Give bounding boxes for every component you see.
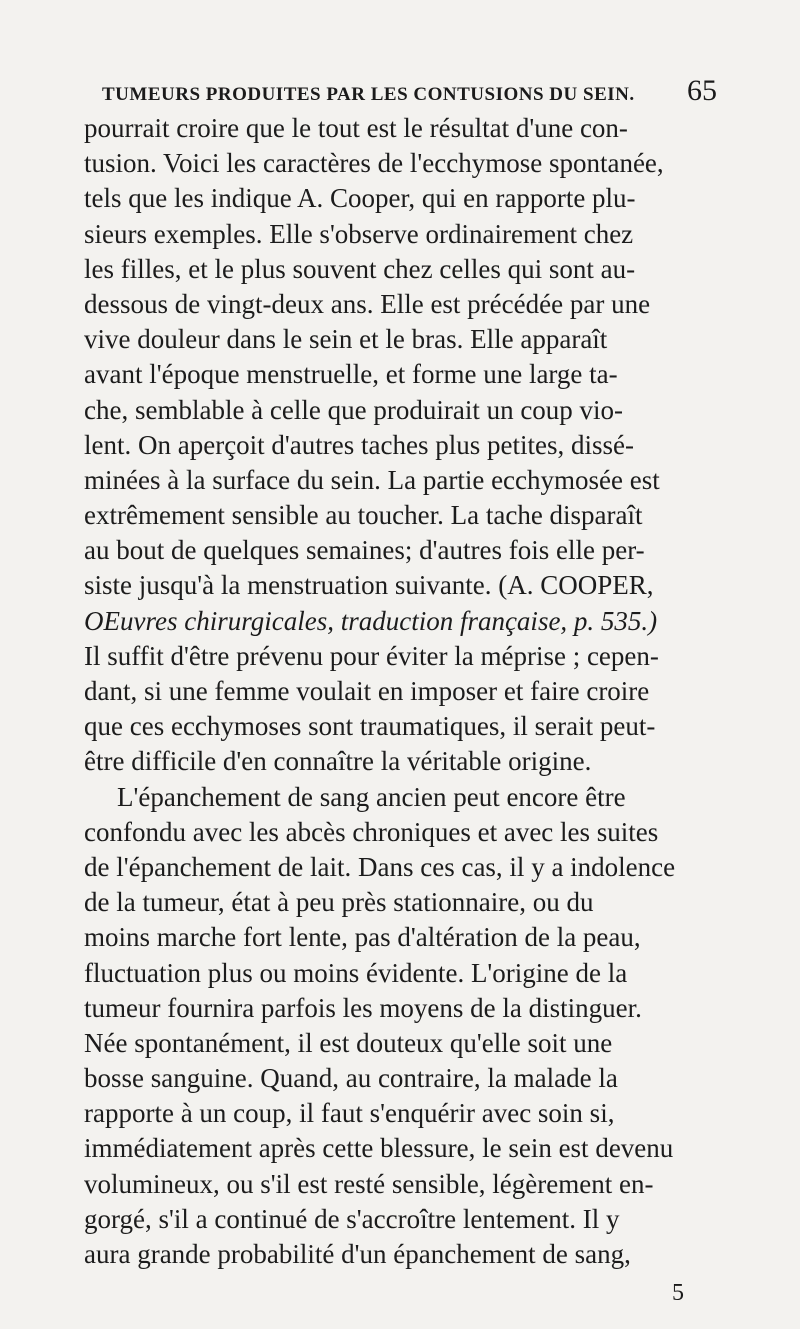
text-line: minées à la surface du sein. La partie ecchymosée est [84,464,660,495]
text-line: tusion. Voici les caractères de l'ecchymose spontanée, [84,148,664,179]
signature-mark: 5 [672,1280,684,1306]
text-line: dessous de vingt-deux ans. Elle est précédée par une [84,288,651,319]
text-line: che, semblable à celle que produirait un coup vio- [84,394,624,425]
text-line: lent. On aperçoit d'autres taches plus petites, dissé- [84,429,634,460]
text-line: bosse sanguine. Quand, au contraire, la malade la [84,1063,618,1094]
text-line-italic-reference: OEuvres chirurgicales, traduction française, p. 535.) [84,605,658,636]
text-line: que ces ecchymoses sont traumatiques, il serait peut- [84,711,656,742]
text-line: volumineux, ou s'il est resté sensible, légèrement en- [84,1168,654,1199]
text-line: immédiatement après cette blessure, le sein est devenu [84,1133,674,1164]
text-line: de la tumeur, état à peu près stationnaire, ou du [84,887,594,918]
text-line: tels que les indique A. Cooper, qui en rapporte plu- [84,183,636,214]
text-line: confondu avec les abcès chroniques et avec les suites [84,816,659,847]
text-line: gorgé, s'il a continué de s'accroître lentement. Il y [84,1203,620,1234]
text-line: les filles, et le plus souvent chez celles qui sont au- [84,253,636,284]
text-line: extrêmement sensible au toucher. La tache disparaît [84,500,643,531]
text-line: moins marche fort lente, pas d'altération de la peau, [84,922,641,953]
body-text [84,111,764,1272]
text-line: avant l'époque menstruelle, et forme une large ta- [84,359,618,390]
text-line: Née spontanément, il est douteux qu'elle soit une [84,1027,613,1058]
text-line: vive douleur dans le sein et le bras. Elle apparaît [84,324,608,355]
text-line: pourrait croire que le tout est le résultat d'une con- [84,113,628,143]
text-line: aura grande probabilité d'un épanchement de sang, [84,1239,631,1269]
text-line-paragraph-start: L'épanchement de sang ancien peut encore être [117,781,626,812]
text-line: rapporte à un coup, il faut s'enquérir avec soin si, [84,1098,615,1129]
page-number: 65 [687,74,717,107]
text-line: fluctuation plus ou moins évidente. L'origine de la [84,957,628,988]
text-line: dant, si une femme voulait en imposer et faire croire [84,676,650,706]
text-line: au bout de quelques semaines; d'autres fois elle per- [84,535,645,566]
text-line: sieurs exemples. Elle s'observe ordinairement chez [84,218,634,249]
text-line: siste jusqu'à la menstruation suivante. (A. COOPER, [84,570,654,601]
text-line: Il suffit d'être prévenu pour éviter la méprise ; cepen- [84,640,659,671]
running-title: TUMEURS PRODUITES PAR LES CONTUSIONS DU SEIN. [102,84,635,105]
text-line: être difficile d'en connaître la véritable origine. [84,746,592,777]
text-line: de l'épanchement de lait. Dans ces cas, il y a indolence [84,851,676,882]
text-line: tumeur fournira parfois les moyens de la distinguer. [84,992,642,1023]
running-head [102,74,742,108]
